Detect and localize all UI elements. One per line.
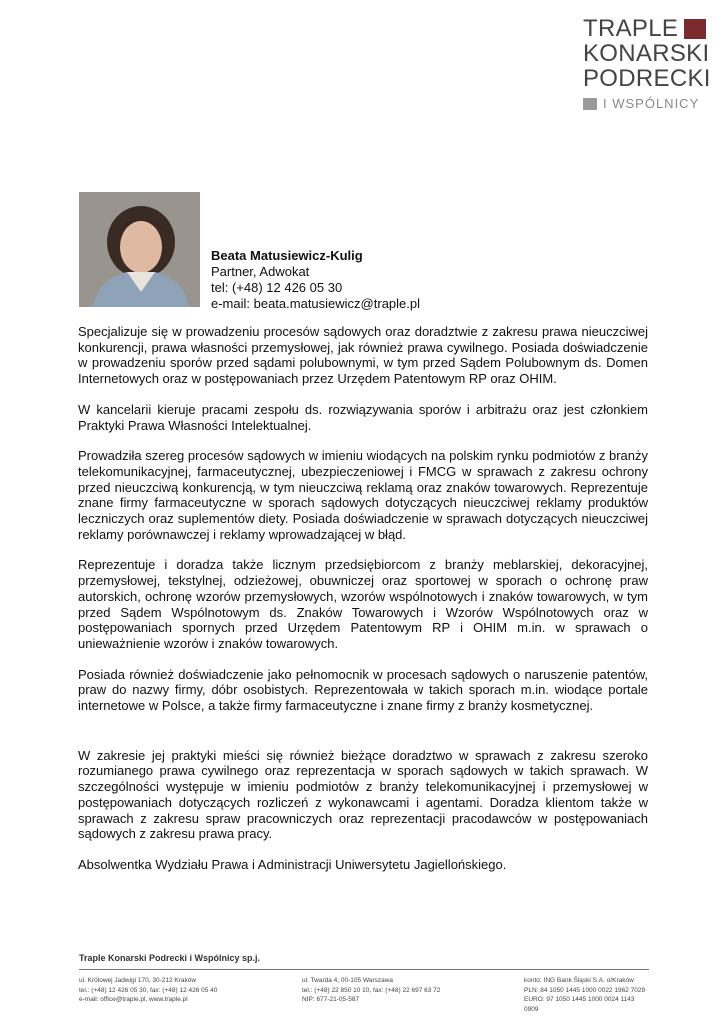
company-logo <box>583 16 713 111</box>
footer-line: EURO: 97 1050 1445 1000 0024 1143 0909 <box>524 996 635 1013</box>
logo-subline-text: I WSPÓLNICY <box>603 96 700 111</box>
person-phone: tel: (+48) 12 426 05 30 <box>211 280 343 295</box>
footer-line: PLN: 84 1050 1445 1000 0022 1962 7029 <box>524 986 646 994</box>
person-title: Partner, Adwokat <box>211 264 310 279</box>
bio-text <box>78 324 648 888</box>
footer-line: tel.: (+48) 22 850 10 10, fax: (+48) 22 697 63 72 <box>302 986 441 994</box>
footer-warsaw-office <box>302 976 524 1014</box>
bio-paragraph: Specjalizuje się w prowadzeniu procesów sądowych oraz doradztwie z zakresu prawa nieuczciwej konkurencji, prawa własności przemysłowej, jak również prawa cywilnego. Posiada doświadczenie w prowadzeniu sporów przed sądami polubownymi, w tym przed Sądem Polubownym ds. Domen Internetowych oraz w postępowaniach przez Urzędem Patentowym RP oraz OHIM. <box>78 324 648 387</box>
logo-square-icon <box>684 19 706 39</box>
portrait-illustration <box>79 192 200 307</box>
footer-line: ul. Królowej Jadwigi 170, 30-212 Kraków <box>79 977 197 984</box>
footer-line: NIP: 677-21-05-587 <box>302 996 360 1003</box>
bio-paragraph: Reprezentuje i doradza także licznym przedsiębiorcom z branży meblarskiej, dekoracyjnej, przemysłowej, tekstylnej, odzieżowej, obuwniczej oraz sportowej w sporach o ochronę praw autorskich, ochronę wzorów przemysłowych, wzorów wspólnotowych i znaków towarowych, w tym przed Sądem Wspólnotowym ds. Znaków Towarowych i Wzorów Wspólnotowych oraz w postępowaniach spornych przed Urzędem Patentowym RP i OHIM m.in. w sprawach o unieważnienie wzorów i znaków towarowych. <box>78 557 648 651</box>
bio-paragraph: Posiada również doświadczenie jako pełnomocnik w procesach sądowych o naruszenie patentów, praw do nazwy firmy, dóbr osobistych. Reprezentowała w takich sporach m.in. wiodące portale internetowe w Polsce, a także firmy farmaceutyczne i znane firmy z branży kosmetycznej. <box>78 666 648 714</box>
footer-company-name: Traple Konarski Podrecki i Wspólnicy sp.j. <box>79 953 261 963</box>
person-email[interactable]: e-mail: beata.matusiewicz@traple.pl <box>211 296 421 311</box>
footer-bank-info <box>524 976 649 1014</box>
portrait-photo <box>79 192 200 307</box>
footer-krakow-office <box>79 976 302 1014</box>
footer-columns <box>79 976 649 1014</box>
logo-word-3: PODRECKI <box>583 65 711 92</box>
footer-line: tel.: (+48) 12 426 05 30, fax: (+48) 12 426 05 40 <box>79 986 218 994</box>
logo-sub-square-icon <box>583 98 597 110</box>
logo-line-3 <box>583 66 713 91</box>
footer-divider <box>79 969 649 970</box>
bio-paragraph: W kancelarii kieruje pracami zespołu ds. rozwiązywania sporów i arbitrażu oraz jest członkiem Praktyki Prawa Własności Intelektualnej. <box>78 401 648 433</box>
logo-line-1 <box>583 16 713 41</box>
bio-paragraph: Prowadziła szereg procesów sądowych w imieniu wiodących na polskim rynku podmiotów z branży telekomunikacyjnej, farmaceutycznej, ubezpieczeniowej i FMCG w sprawach z zakresu ochrony przed nieuczciwą konkurencją, w tym nieuczciwą reklamą oraz znaków towarowych. Reprezentuje znane firmy farmaceutyczne w sporach sądowych dotyczących nieuczciwej reklamy produktów leczniczych oraz suplementów diety. Posiada doświadczenie w sprawach dotyczących nieuczciwej reklamy porównawczej i reklamy wprowadzającej w błąd. <box>78 448 648 542</box>
footer-line: konto: ING Bank Śląski S.A. o/Kraków <box>524 977 634 984</box>
logo-word-1: TRAPLE <box>583 15 679 42</box>
bio-paragraph: Absolwentka Wydziału Prawa i Administracji Uniwersytetu Jagiellońskiego. <box>78 856 507 872</box>
logo-subline <box>583 96 713 111</box>
footer <box>79 953 649 1014</box>
logo-word-2: KONARSKI <box>583 40 710 67</box>
person-name: Beata Matusiewicz-Kulig <box>211 248 363 263</box>
bio-paragraph: W zakresie jej praktyki mieści się również bieżące doradztwo w sprawach z zakresu szeroko rozumianego prawa cywilnego oraz reprezentacja w sporach sądowych w takich sprawach. W szczególności występuje w imieniu podmiotów z branży telekomunikacyjnej i przemysłowej w postępowaniach dotyczących rozliczeń z wykonawcami i agentami. Doradza klientom także w sprawach z zakresu spraw pracowniczych oraz reprezentacji pracodawców w postępowaniach sądowych z zakresu prawa pracy. <box>78 747 648 842</box>
footer-line: ul. Twarda 4, 00-105 Warszawa <box>302 977 394 984</box>
footer-line[interactable]: e-mail: office@traple.pl, www.traple.pl <box>79 996 188 1003</box>
contact-block <box>211 248 420 312</box>
logo-line-2 <box>583 41 713 66</box>
